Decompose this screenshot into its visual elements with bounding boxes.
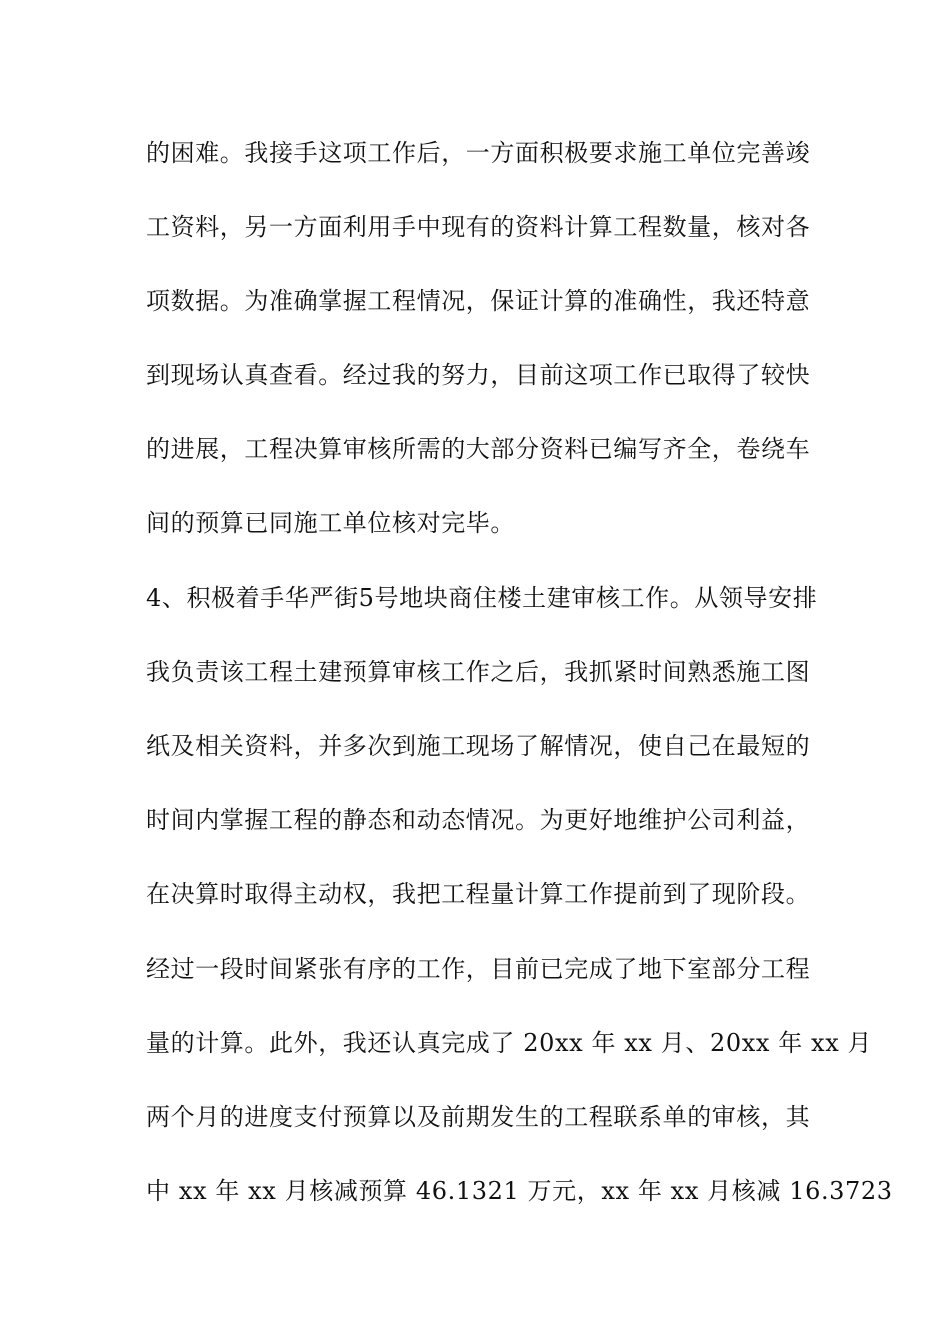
text-line: 的进展，工程决算审核所需的大部分资料已编写齐全，卷绕车 [146,435,811,463]
text-line: 纸及相关资料，并多次到施工现场了解情况，使自己在最短的 [146,732,811,760]
text-line: 在决算时取得主动权，我把工程量计算工作提前到了现阶段。 [146,880,811,908]
text-line: 4、积极着手华严街5号地块商住楼土建审核工作。从领导安排 [146,584,818,612]
text-line: 时间内掌握工程的静态和动态情况。为更好地维护公司利益， [146,806,811,834]
text-line: 项数据。为准确掌握工程情况，保证计算的准确性，我还特意 [146,287,811,315]
text-line: 的困难。我接手这项工作后，一方面积极要求施工单位完善竣 [146,139,811,167]
text-line: 工资料，另一方面利用手中现有的资料计算工程数量，核对各 [146,213,811,241]
text-line: 两个月的进度支付预算以及前期发生的工程联系单的审核，其 [146,1103,811,1131]
text-line: 到现场认真查看。经过我的努力，目前这项工作已取得了较快 [146,361,811,389]
text-line: 间的预算已同施工单位核对完毕。 [146,509,515,537]
text-line: 我负责该工程土建预算审核工作之后，我抓紧时间熟悉施工图 [146,658,811,686]
text-line: 中 xx 年 xx 月核减预算 46.1321 万元，xx 年 xx 月核减 16.3723 [146,1177,893,1205]
text-line: 量的计算。此外，我还认真完成了 20xx 年 xx 月、20xx 年 xx 月 [146,1029,873,1057]
text-line: 经过一段时间紧张有序的工作，目前已完成了地下室部分工程 [146,955,811,983]
